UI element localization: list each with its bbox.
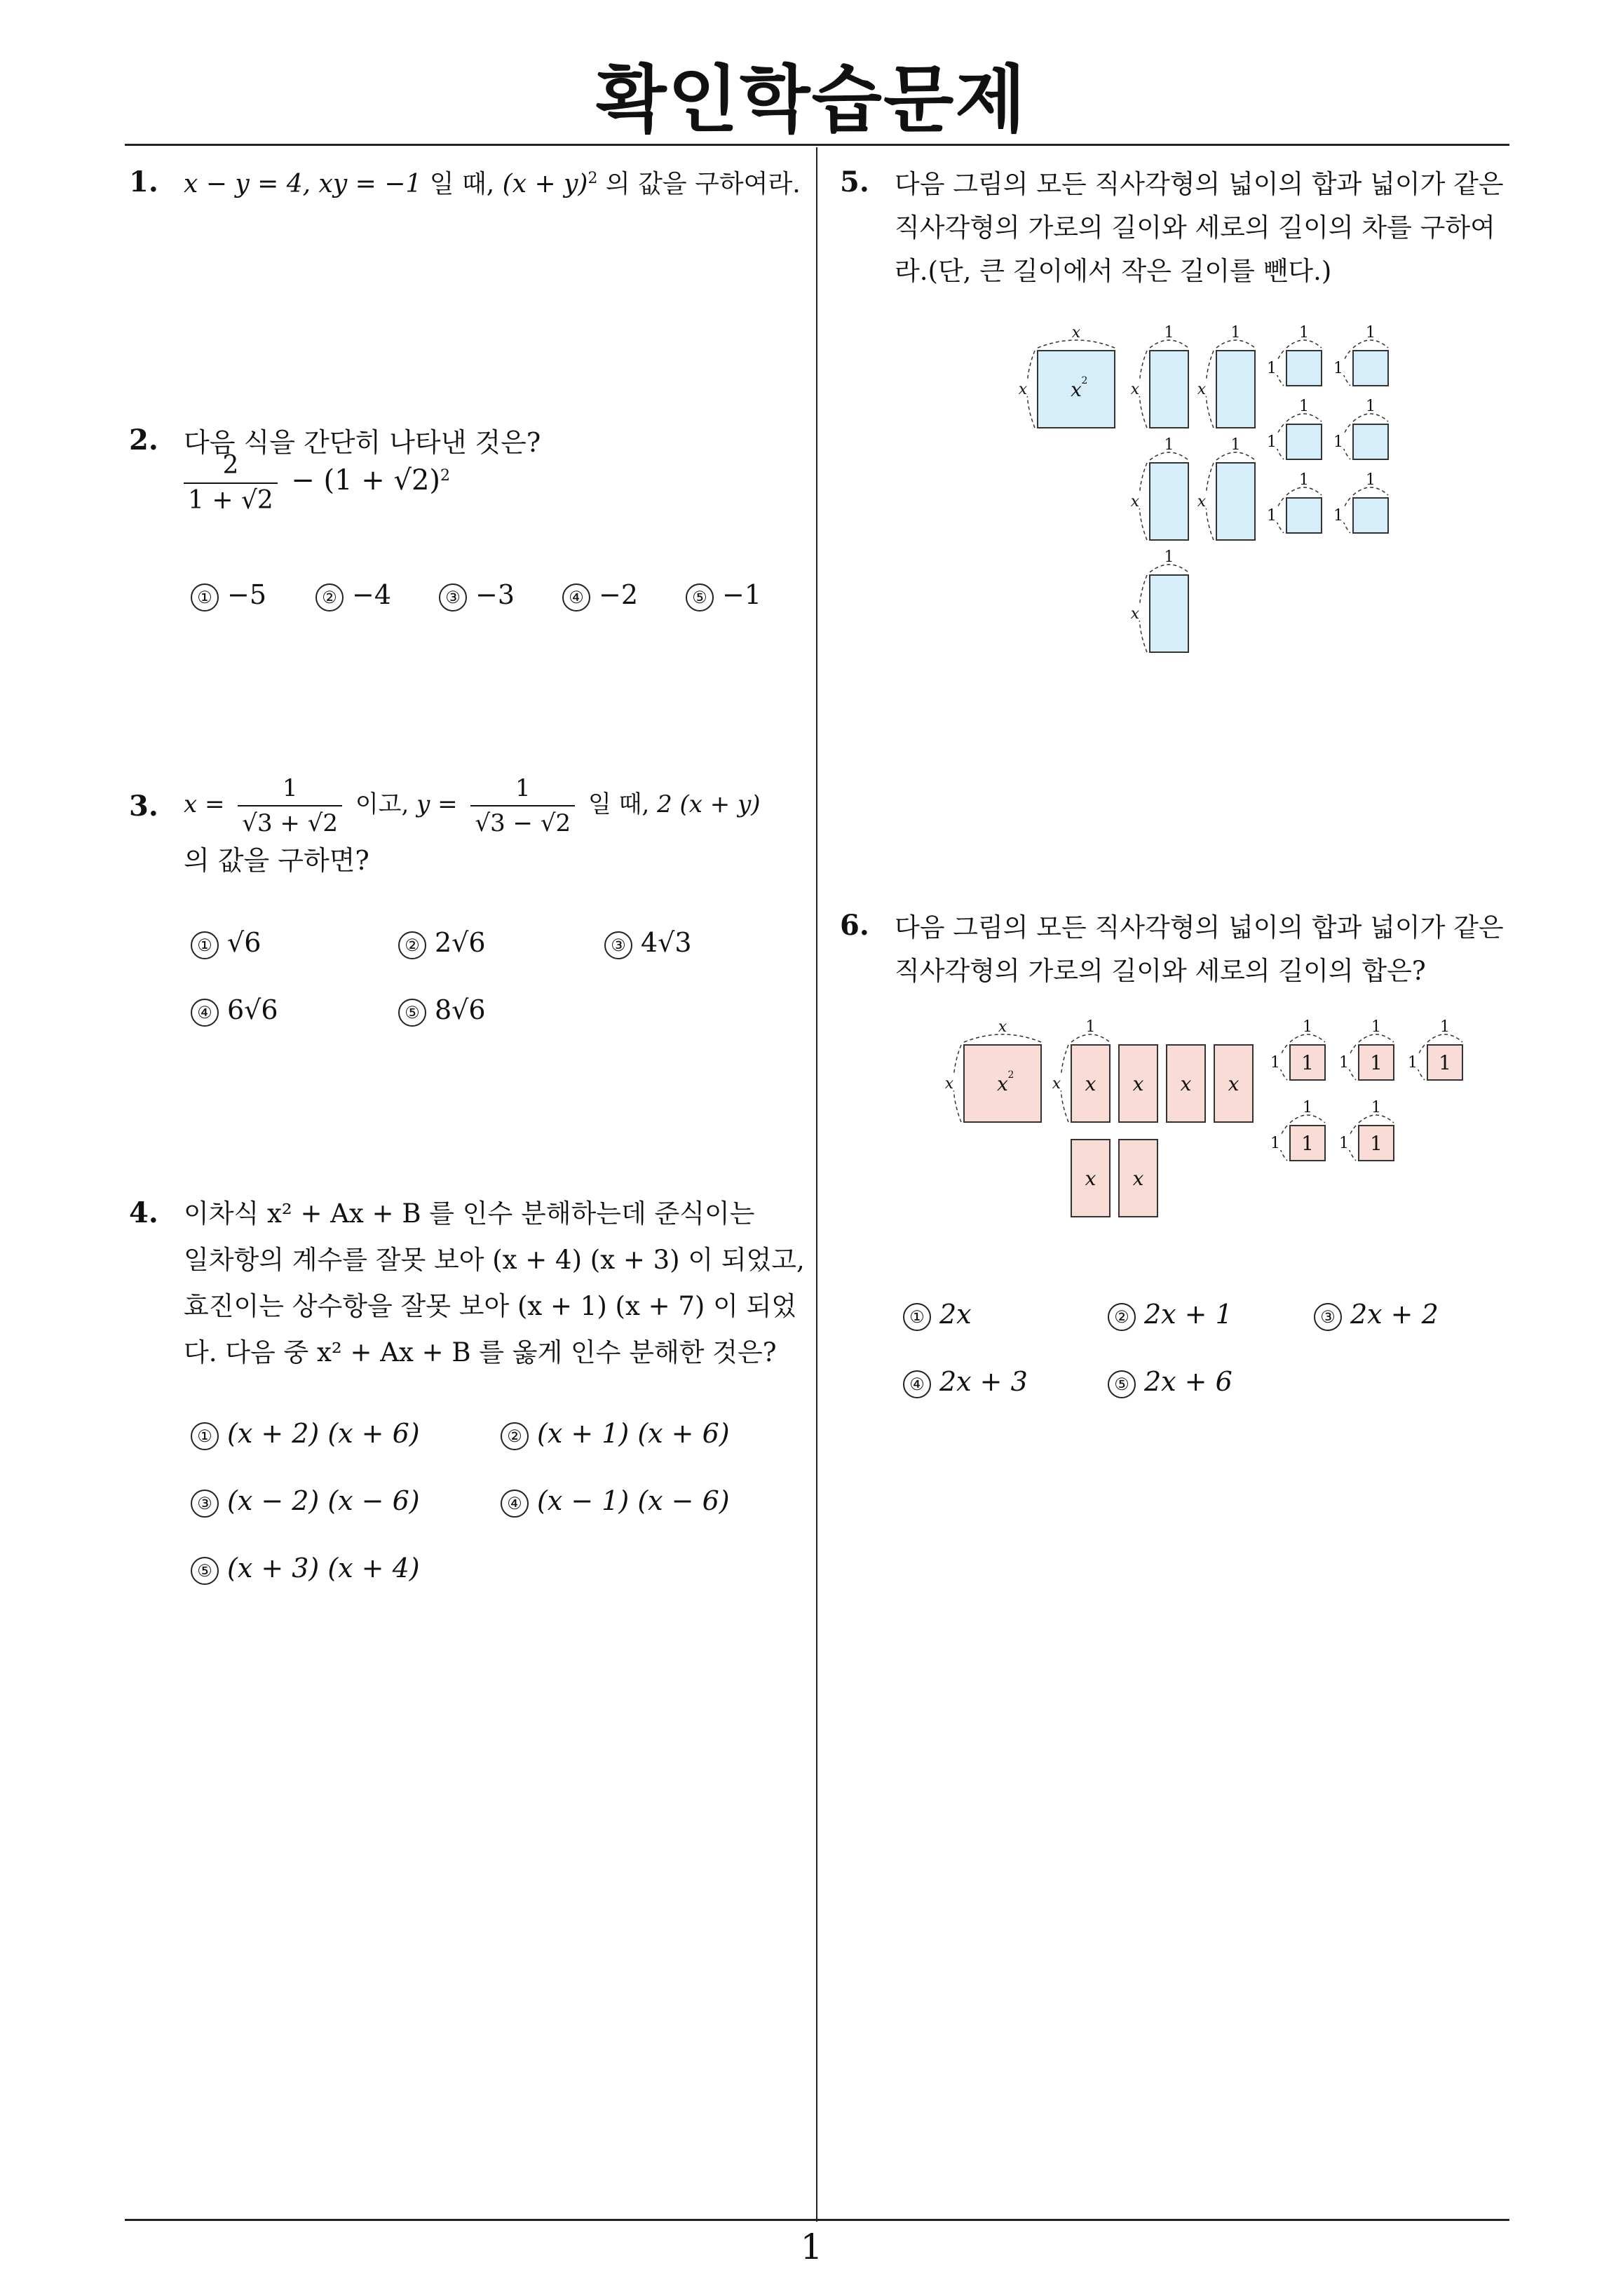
tile-rect bbox=[1286, 351, 1322, 386]
question-number: 5. bbox=[840, 166, 869, 198]
dimension-label: x bbox=[1052, 1075, 1061, 1093]
dimension-label: 1 bbox=[1366, 471, 1376, 489]
tile-x-by-1 bbox=[1214, 1045, 1253, 1122]
dimension-label: 1 bbox=[1230, 436, 1241, 454]
tile-label: x bbox=[997, 1072, 1008, 1095]
tile-rect bbox=[1353, 498, 1388, 533]
dimension-label: x bbox=[1018, 381, 1028, 398]
tile-rect bbox=[1150, 351, 1188, 428]
tile-rect bbox=[1150, 575, 1188, 652]
dimension-label: 1 bbox=[1299, 398, 1309, 415]
tile-1-by-1 bbox=[1269, 1099, 1325, 1161]
tile-1-by-1 bbox=[1406, 1018, 1462, 1080]
tile-1-by-1 bbox=[1265, 324, 1322, 386]
question-text-line1: 이차식 x² + Ax + B 를 인수 분해하는데 준식이는 bbox=[184, 1198, 755, 1229]
dimension-label: 1 bbox=[1164, 548, 1174, 566]
tile-label-exponent: 2 bbox=[1081, 375, 1088, 386]
dimension-label: 1 bbox=[1371, 1099, 1381, 1116]
dimension-label: 1 bbox=[1371, 1018, 1381, 1036]
tile-1-by-1 bbox=[1265, 471, 1322, 533]
tile-label: x bbox=[1085, 1072, 1096, 1095]
tile-1-by-1 bbox=[1332, 471, 1388, 533]
question-text-line2: 직사각형의 가로의 길이와 세로의 길이의 차를 구하여 bbox=[895, 212, 1495, 243]
question-number: 3. bbox=[129, 790, 158, 823]
tile-label: 1 bbox=[1301, 1051, 1314, 1074]
dimension-label: 1 bbox=[1270, 1135, 1280, 1152]
choice-5[interactable]: ⑤ −1 bbox=[686, 579, 761, 612]
choice-3[interactable]: ③ (x − 2) (x − 6) bbox=[191, 1485, 420, 1518]
choice-2[interactable]: ② −4 bbox=[315, 579, 391, 612]
choice-3[interactable]: ③ −3 bbox=[439, 579, 515, 612]
algebra-tiles-figure-6 bbox=[932, 1010, 1479, 1227]
tile-x-squared bbox=[943, 1018, 1041, 1122]
tile-label: 1 bbox=[1301, 1132, 1314, 1155]
tile-1-by-1 bbox=[1265, 398, 1322, 459]
dimension-label: 1 bbox=[1299, 471, 1309, 489]
tile-label: x bbox=[1228, 1072, 1240, 1095]
question-number: 2. bbox=[129, 424, 158, 457]
tile-x-by-1 bbox=[1129, 436, 1188, 540]
tile-label: 1 bbox=[1439, 1051, 1451, 1074]
question-text-line3: 라.(단, 큰 길이에서 작은 길이를 뺀다.) bbox=[895, 256, 1332, 286]
tile-x-by-1 bbox=[1195, 324, 1255, 428]
dimension-label: 1 bbox=[1366, 324, 1376, 342]
choice-5[interactable]: ⑤ 8√6 bbox=[398, 994, 486, 1027]
tile-label-exponent: 2 bbox=[1007, 1069, 1014, 1081]
dimension-label: 1 bbox=[1299, 324, 1309, 342]
choice-2[interactable]: ② 2√6 bbox=[398, 927, 486, 959]
question-text-line1: 다음 그림의 모든 직사각형의 넓이의 합과 넓이가 같은 bbox=[895, 169, 1504, 199]
tile-label: x bbox=[1071, 378, 1082, 401]
tile-rect bbox=[1353, 424, 1388, 459]
tile-x-by-1 bbox=[1119, 1140, 1157, 1217]
dimension-label: x bbox=[998, 1018, 1007, 1036]
dimension-label: 1 bbox=[1366, 398, 1376, 415]
question-text-line3: 효진이는 상수항을 잘못 보아 (x + 1) (x + 7) 이 되었 bbox=[184, 1291, 797, 1321]
choice-1[interactable]: ① (x + 2) (x + 6) bbox=[191, 1418, 420, 1450]
dimension-label: 1 bbox=[1339, 1054, 1349, 1072]
dimension-label: 1 bbox=[1303, 1099, 1312, 1116]
tile-x-by-1 bbox=[1167, 1045, 1205, 1122]
tile-label: x bbox=[1180, 1072, 1192, 1095]
tile-x-by-1 bbox=[1050, 1018, 1110, 1122]
tile-x-squared bbox=[1017, 324, 1115, 428]
dimension-label: 1 bbox=[1270, 1054, 1280, 1072]
tile-x-by-1 bbox=[1119, 1045, 1157, 1122]
dimension-label: x bbox=[1197, 493, 1207, 511]
dimension-label: x bbox=[1130, 605, 1140, 623]
question-text: x − y = 4, xy = −1 일 때, $(x + y)^2$ 의 값을 구하여라. bbox=[184, 170, 801, 198]
question-text-line1: 다음 그림의 모든 직사각형의 넓이의 합과 넓이가 같은 bbox=[895, 912, 1504, 943]
question-text-line4: 다. 다음 중 x² + Ax + B 를 옳게 인수 분해한 것은? bbox=[184, 1337, 777, 1368]
dimension-label: 1 bbox=[1333, 507, 1343, 525]
column-divider bbox=[816, 147, 817, 2222]
tile-label: x bbox=[1132, 1072, 1144, 1095]
tile-label: x bbox=[1132, 1167, 1144, 1190]
tile-x-by-1 bbox=[1129, 548, 1188, 652]
dimension-label: 1 bbox=[1085, 1018, 1096, 1036]
dimension-label: x bbox=[1071, 324, 1081, 342]
dimension-label: x bbox=[1130, 493, 1140, 511]
tile-1-by-1 bbox=[1338, 1099, 1394, 1161]
dimension-label: 1 bbox=[1303, 1018, 1312, 1036]
question-text: 다음 식을 간단히 나타낸 것은? bbox=[184, 427, 541, 458]
question-text: x = $\frac{1}{√3 + √2}$ 이고, y = $\frac{1}{√3 - √2}$ 일 때, 2 (x + y) bbox=[184, 771, 761, 840]
algebra-tiles-figure-5 bbox=[1003, 316, 1423, 666]
tile-label: 1 bbox=[1370, 1132, 1383, 1155]
choice-2[interactable]: ② 2x + 1 bbox=[1108, 1299, 1232, 1331]
choice-4[interactable]: ④ 2x + 3 bbox=[903, 1366, 1028, 1398]
dimension-label: x bbox=[944, 1075, 954, 1093]
tile-1-by-1 bbox=[1332, 324, 1388, 386]
question-text-line2: 의 값을 구하면? bbox=[184, 845, 369, 876]
dimension-label: 1 bbox=[1408, 1054, 1418, 1072]
dimension-label: x bbox=[1130, 381, 1140, 398]
dimension-label: 1 bbox=[1164, 324, 1174, 342]
dimension-label: 1 bbox=[1267, 360, 1277, 377]
question-number: 4. bbox=[129, 1196, 158, 1229]
tile-rect bbox=[1216, 351, 1255, 428]
tile-rect bbox=[1286, 498, 1322, 533]
tile-1-by-1 bbox=[1269, 1018, 1325, 1080]
tile-label: x bbox=[1085, 1167, 1096, 1190]
tile-label: 1 bbox=[1370, 1051, 1383, 1074]
page-title: 확인학습문제 bbox=[596, 57, 1027, 142]
choice-1[interactable]: ① √6 bbox=[191, 927, 261, 959]
dimension-label: 1 bbox=[1230, 324, 1241, 342]
tile-x-by-1 bbox=[1071, 1140, 1110, 1217]
question-text-line2: 일차항의 계수를 잘못 보아 (x + 4) (x + 3) 이 되었고, bbox=[184, 1245, 805, 1275]
question-text-line2: 직사각형의 가로의 길이와 세로의 길이의 합은? bbox=[895, 956, 1426, 986]
tile-rect bbox=[1150, 463, 1188, 540]
dimension-label: 1 bbox=[1440, 1018, 1450, 1036]
choice-4[interactable]: ④ −2 bbox=[562, 579, 638, 612]
expression: $\frac{2}{1 + √2}$ − $(1 + √2)^2$ bbox=[184, 449, 450, 518]
tile-rect bbox=[1216, 463, 1255, 540]
top-rule bbox=[125, 144, 1509, 146]
choice-3[interactable]: ③ 2x + 2 bbox=[1314, 1299, 1439, 1331]
choice-4[interactable]: ④ 6√6 bbox=[191, 994, 278, 1027]
dimension-label: 1 bbox=[1333, 360, 1343, 377]
dimension-label: 1 bbox=[1164, 436, 1174, 454]
choice-4[interactable]: ④ (x − 1) (x − 6) bbox=[501, 1485, 730, 1518]
choice-3[interactable]: ③ 4√3 bbox=[604, 927, 692, 959]
question-number: 1. bbox=[129, 166, 158, 198]
tile-rect bbox=[1353, 351, 1388, 386]
choice-2[interactable]: ② (x + 1) (x + 6) bbox=[501, 1418, 730, 1450]
dimension-label: 1 bbox=[1339, 1135, 1349, 1152]
tile-rect bbox=[1286, 424, 1322, 459]
page-number: 1 bbox=[800, 2227, 823, 2267]
dimension-label: 1 bbox=[1333, 433, 1343, 451]
tile-x-by-1 bbox=[1129, 324, 1188, 428]
bottom-rule bbox=[125, 2219, 1509, 2221]
dimension-label: 1 bbox=[1267, 433, 1277, 451]
tile-1-by-1 bbox=[1332, 398, 1388, 459]
dimension-label: x bbox=[1197, 381, 1207, 398]
dimension-label: 1 bbox=[1267, 507, 1277, 525]
question-number: 6. bbox=[840, 909, 869, 942]
choice-5[interactable]: ⑤ (x + 3) (x + 4) bbox=[191, 1553, 420, 1585]
choice-5[interactable]: ⑤ 2x + 6 bbox=[1108, 1366, 1232, 1398]
tile-x-by-1 bbox=[1195, 436, 1255, 540]
choice-1[interactable]: ① −5 bbox=[191, 579, 266, 612]
tile-1-by-1 bbox=[1338, 1018, 1394, 1080]
choice-1[interactable]: ① 2x bbox=[903, 1299, 972, 1331]
